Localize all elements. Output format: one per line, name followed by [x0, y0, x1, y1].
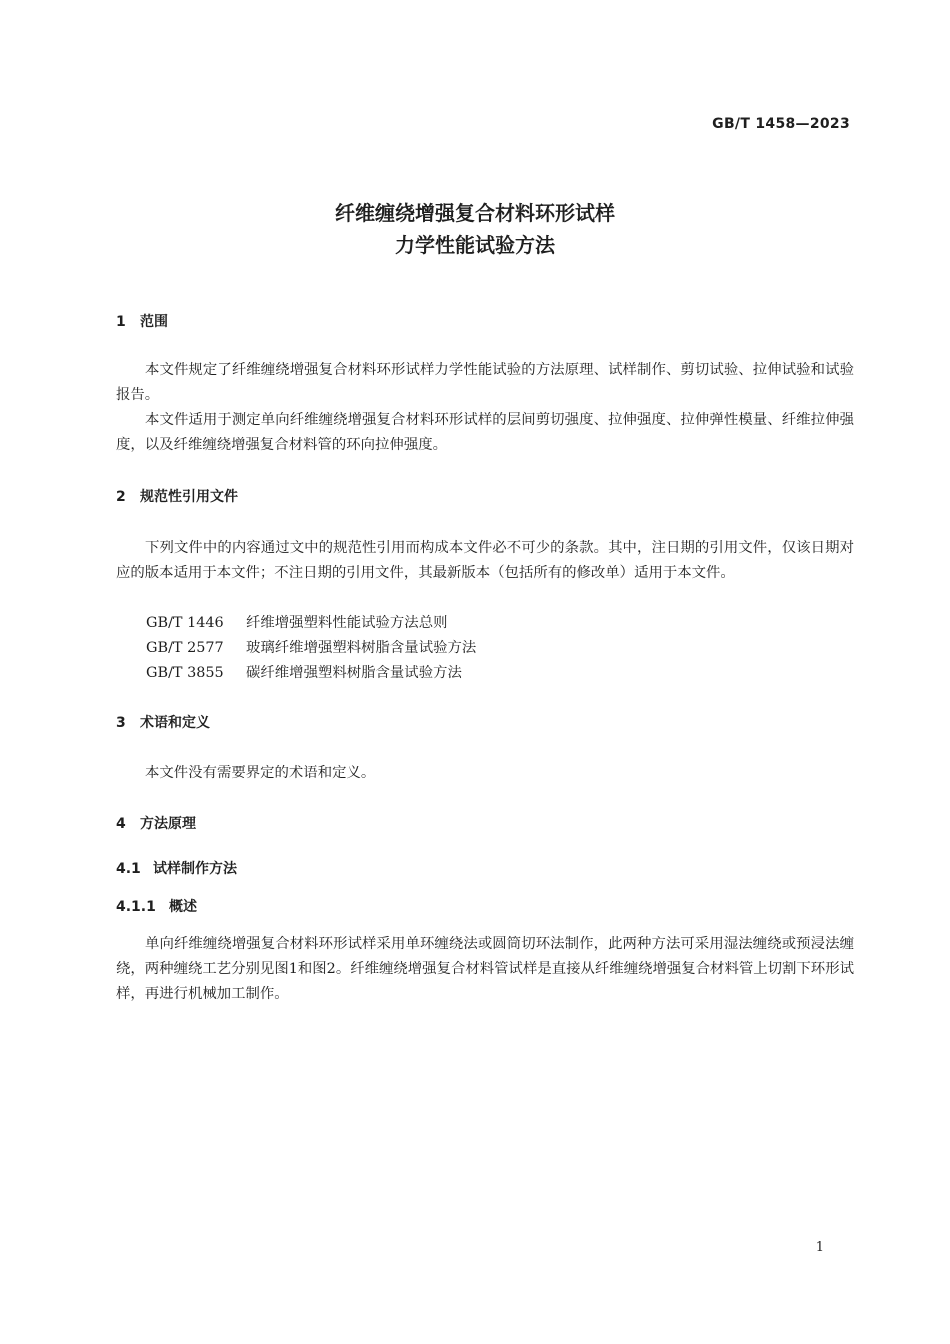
page-number: 1	[815, 1240, 824, 1255]
section-number: 2	[116, 489, 126, 505]
section-number: 1	[116, 314, 126, 330]
section-title: 规范性引用文件	[140, 489, 238, 505]
reference-code: GB/T 1446	[146, 615, 224, 631]
document-title-line1: 纤维缠绕增强复合材料环形试样	[335, 201, 615, 225]
reference-item	[146, 661, 462, 686]
section-title: 概述	[169, 899, 197, 915]
section-1-paragraph-1: 本文件规定了纤维缠绕增强复合材料环形试样力学性能试验的方法原理、试样制作、剪切试验、拉伸试验和试验报告。	[116, 362, 854, 403]
section-number: 4.1.1	[116, 899, 156, 915]
section-4-1-1-text: 单向纤维缠绕增强复合材料环形试样采用单环缠绕法或圆筒切环法制作，此两种方法可采用湿法缠绕或预浸法缠绕，两种缠绕工艺分别见图1和图2。纤维缠绕增强复合材料管试样是直接从纤维缠绕增强复合材料管上切割下环形试样，再进行机械加工制作。	[116, 936, 854, 1002]
section-title: 术语和定义	[140, 715, 210, 731]
section-title: 试样制作方法	[153, 861, 237, 877]
section-1-heading	[116, 313, 168, 331]
reference-title: 纤维增强塑料性能试验方法总则	[246, 615, 448, 631]
section-3-heading	[116, 714, 210, 732]
reference-code: GB/T 3855	[146, 665, 224, 681]
reference-title: 碳纤维增强塑料树脂含量试验方法	[246, 665, 462, 681]
section-title: 范围	[140, 314, 168, 330]
reference-code: GB/T 2577	[146, 640, 224, 656]
section-title: 方法原理	[140, 816, 196, 832]
document-title-line2: 力学性能试验方法	[395, 233, 555, 257]
section-4-heading	[116, 815, 196, 833]
section-4-1-1-heading	[116, 898, 197, 916]
standard-number: GB/T 1458—2023	[712, 116, 850, 132]
section-number: 4.1	[116, 861, 141, 877]
reference-item	[146, 611, 447, 636]
reference-item	[146, 636, 476, 661]
section-number: 4	[116, 816, 126, 832]
section-2-intro: 下列文件中的内容通过文中的规范性引用而构成本文件必不可少的条款。其中，注日期的引用文件，仅该日期对应的版本适用于本文件；不注日期的引用文件，其最新版本（包括所有的修改单）适用于本文件。	[116, 540, 854, 581]
section-1-paragraph-2: 本文件适用于测定单向纤维缠绕增强复合材料环形试样的层间剪切强度、拉伸强度、拉伸弹性模量、纤维拉伸强度，以及纤维缠绕增强复合材料管的环向拉伸强度。	[116, 412, 854, 453]
section-3-text: 本文件没有需要界定的术语和定义。	[145, 765, 376, 781]
reference-title: 玻璃纤维增强塑料树脂含量试验方法	[246, 640, 477, 656]
section-number: 3	[116, 715, 126, 731]
section-4-1-heading	[116, 860, 237, 878]
section-2-heading	[116, 488, 238, 506]
